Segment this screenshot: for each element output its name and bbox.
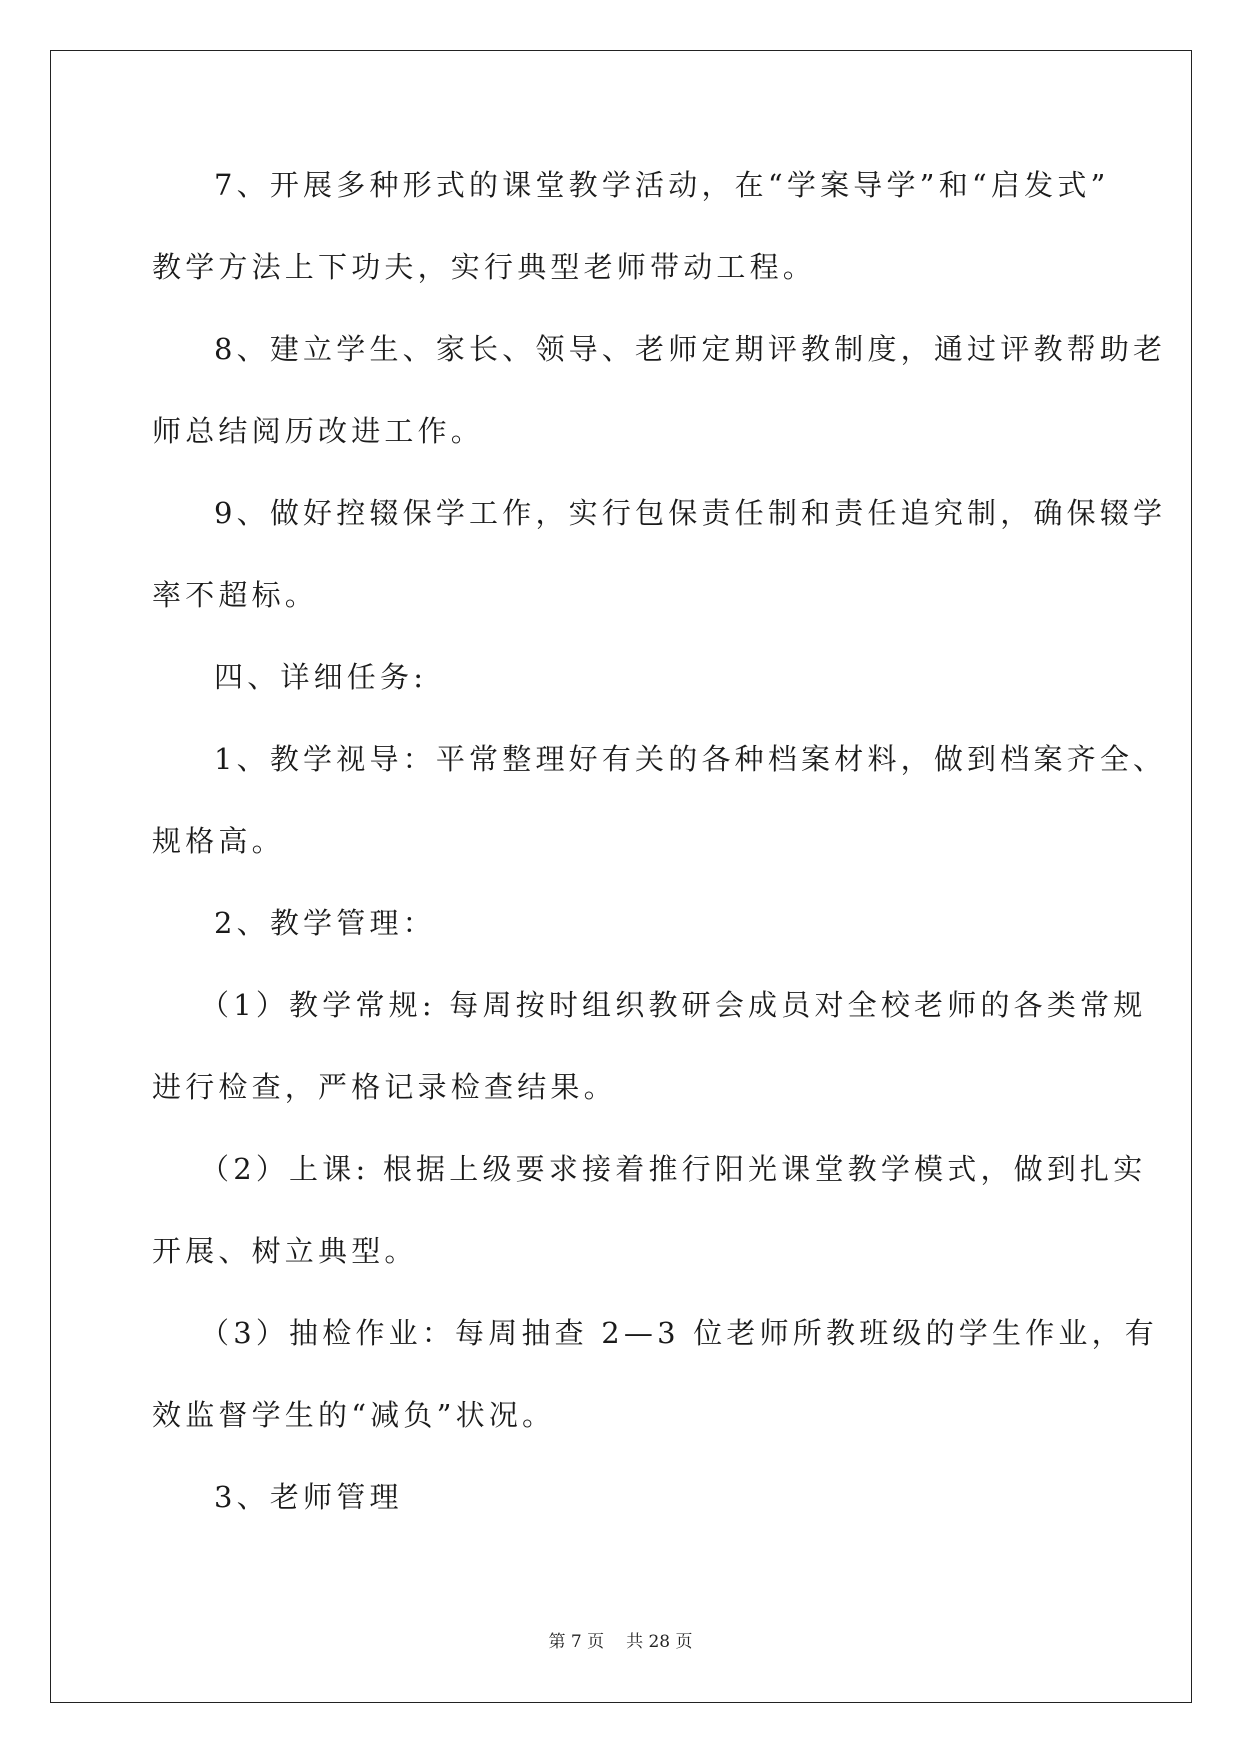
paragraph-line: 8、建立学生、家长、领导、老师定期评教制度，通过评教帮助老 <box>214 332 1167 366</box>
paragraph-line: 效监督学生的“减负”状况。 <box>152 1398 556 1432</box>
section-heading: 四、详细任务: <box>214 660 428 694</box>
paragraph-line: 7、开展多种形式的课堂教学活动，在“学案导学”和“启发式” <box>214 168 1110 202</box>
paragraph-line: 进行检查，严格记录检查结果。 <box>152 1070 617 1104</box>
page-number-total: 共 28 页 <box>626 1632 693 1652</box>
subsection-heading: 2、教学管理： <box>214 906 436 940</box>
page-number-current: 第 7 页 <box>548 1632 605 1652</box>
paragraph-line: （1）教学常规: 每周按时组织教研会成员对全校老师的各类常规 <box>200 988 1147 1022</box>
subsection-heading: 3、老师管理 <box>214 1480 403 1514</box>
paragraph-line: 9、做好控辍保学工作，实行包保责任制和责任追究制，确保辍学 <box>214 496 1167 530</box>
page-footer <box>0 1627 1241 1652</box>
paragraph-line: 师总结阅历改进工作。 <box>152 414 485 448</box>
paragraph-line: 率不超标。 <box>152 578 319 612</box>
paragraph-line: 教学方法上下功夫，实行典型老师带动工程。 <box>152 250 817 284</box>
paragraph-line: （3）抽检作业：每周抽查 2—3 位老师所教班级的学生作业，有 <box>200 1316 1158 1350</box>
paragraph-line: （2）上课: 根据上级要求接着推行阳光课堂教学模式，做到扎实 <box>200 1152 1147 1186</box>
paragraph-line: 开展、树立典型。 <box>152 1234 418 1268</box>
paragraph-line: 1、教学视导：平常整理好有关的各种档案材料，做到档案齐全、 <box>214 742 1167 776</box>
paragraph-line: 规格高。 <box>152 824 285 858</box>
page-border <box>50 50 1192 1703</box>
